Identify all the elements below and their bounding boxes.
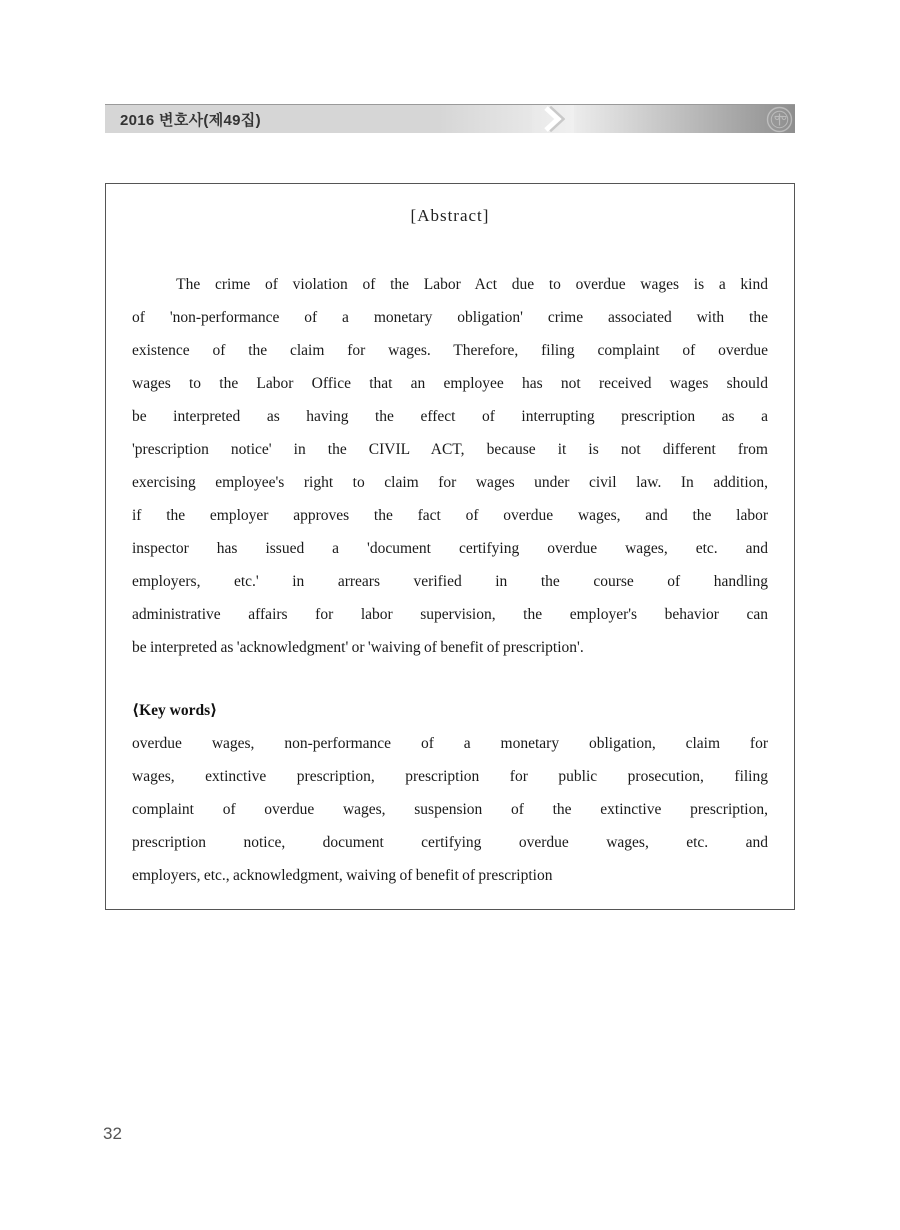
abstract-box [105,183,795,910]
page-number: 32 [103,1124,122,1143]
journal-title: 2016 변호사(제49집) [120,111,261,129]
text-line: employers, etc.' in arrears verified in the course of handling [132,573,768,590]
text-line: overdue wages, non-performance of a monetary obligation, claim for [132,735,768,752]
keywords-heading: ⟨Key words⟩ [132,702,218,719]
text-line: if the employer approves the fact of overdue wages, and the labor [132,507,768,524]
text-line: exercising employee's right to claim for wages under civil law. In addition, [132,474,768,491]
bar-association-emblem-icon [766,106,793,133]
text-line: wages to the Labor Office that an employee has not received wages should [132,375,768,392]
journal-title-bar [105,105,532,133]
keywords-body [132,727,768,892]
text-line: be interpreted as having the effect of interrupting prescription as a [132,408,768,425]
abstract-body [132,268,768,664]
header-gradient-bar [574,105,795,133]
text-line: inspector has issued a 'document certifying overdue wages, etc. and [132,540,768,557]
text-line: administrative affairs for labor supervision, the employer's behavior can [132,606,768,623]
text-line: prescription notice, document certifying overdue wages, etc. and [132,834,768,851]
text-line: complaint of overdue wages, suspension of the extinctive prescription, [132,801,768,818]
journal-header [105,104,795,133]
text-line: be interpreted as 'acknowledgment' or 'waiving of benefit of prescription'. [132,639,584,656]
text-line: existence of the claim for wages. Therefore, filing complaint of overdue [132,342,768,359]
text-line: employers, etc., acknowledgment, waiving of benefit of prescription [132,867,553,884]
text-line: 'prescription notice' in the CIVIL ACT, because it is not different from [132,441,768,458]
chevron-zone [532,105,574,133]
abstract-title: [Abstract] [410,206,490,225]
text-line: wages, extinctive prescription, prescription for public prosecution, filing [132,768,768,785]
text-line: of 'non-performance of a monetary obligation' crime associated with the [132,309,768,326]
chevron-right-icon [541,106,565,132]
text-line: The crime of violation of the Labor Act due to overdue wages is a kind [132,276,768,293]
